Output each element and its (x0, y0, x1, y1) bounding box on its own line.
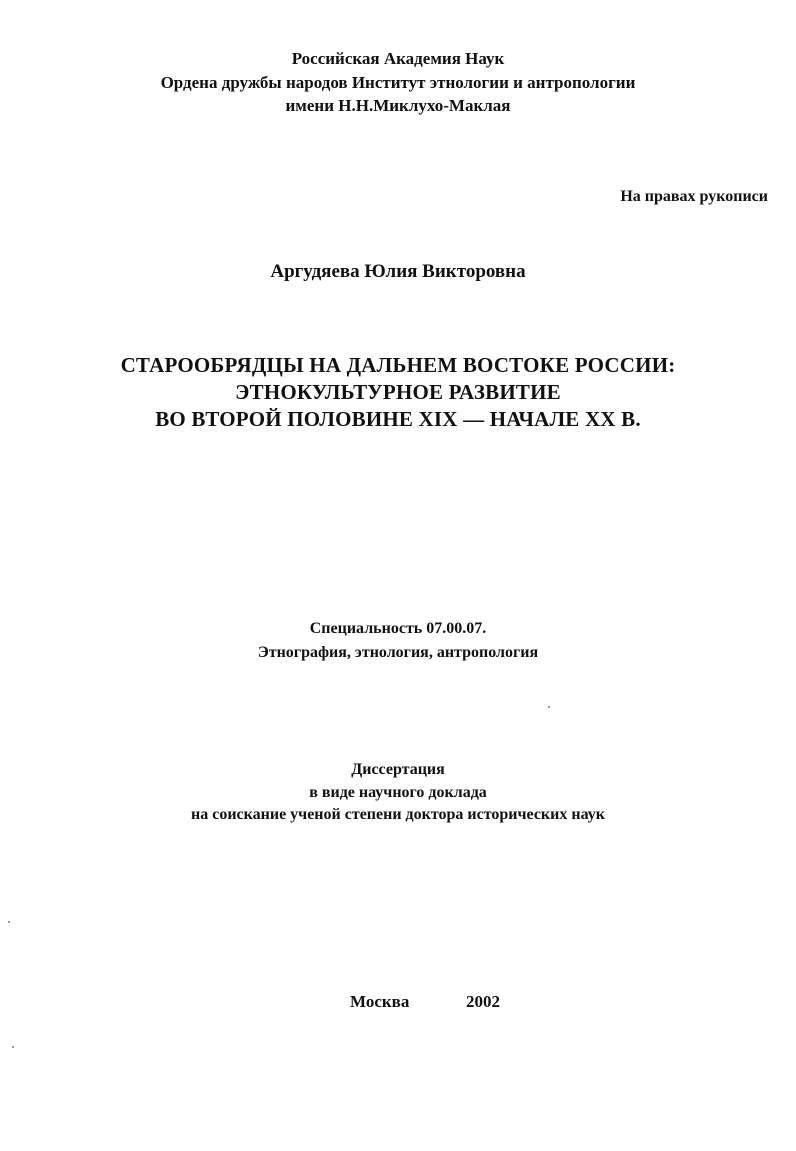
dissertation-line-1: Диссертация (351, 761, 445, 778)
scan-speck (12, 1046, 14, 1048)
scan-speck (8, 921, 10, 923)
specialty-name: Этнография, этнология, антропология (257, 644, 539, 661)
scan-speck (548, 706, 550, 708)
title-line-2: ЭТНОКУЛЬТУРНОЕ РАЗВИТИЕ (235, 380, 561, 404)
title-line-3: ВО ВТОРОЙ ПОЛОВИНЕ XIX — НАЧАЛЕ XX В. (155, 407, 641, 431)
author-name: Аргудяева Юлия Викторовна (270, 261, 526, 282)
dissertation-line-3: на соискание ученой степени доктора исторических наук (191, 806, 605, 823)
specialty-code: Специальность 07.00.07. (309, 620, 487, 637)
city: Москва (350, 992, 410, 1011)
institute-name: Ордена дружбы народов Институт этнологии и антропологии (160, 73, 636, 92)
academy-name: Российская Академия Наук (291, 49, 505, 68)
institute-named-after: имени Н.Н.Миклухо-Маклая (285, 96, 511, 115)
manuscript-note: На правах рукописи (620, 188, 768, 205)
dissertation-line-2: в виде научного доклада (309, 784, 487, 801)
title-line-1: СТАРООБРЯДЦЫ НА ДАЛЬНЕМ ВОСТОКЕ РОССИИ: (120, 353, 676, 377)
year: 2002 (466, 992, 500, 1011)
